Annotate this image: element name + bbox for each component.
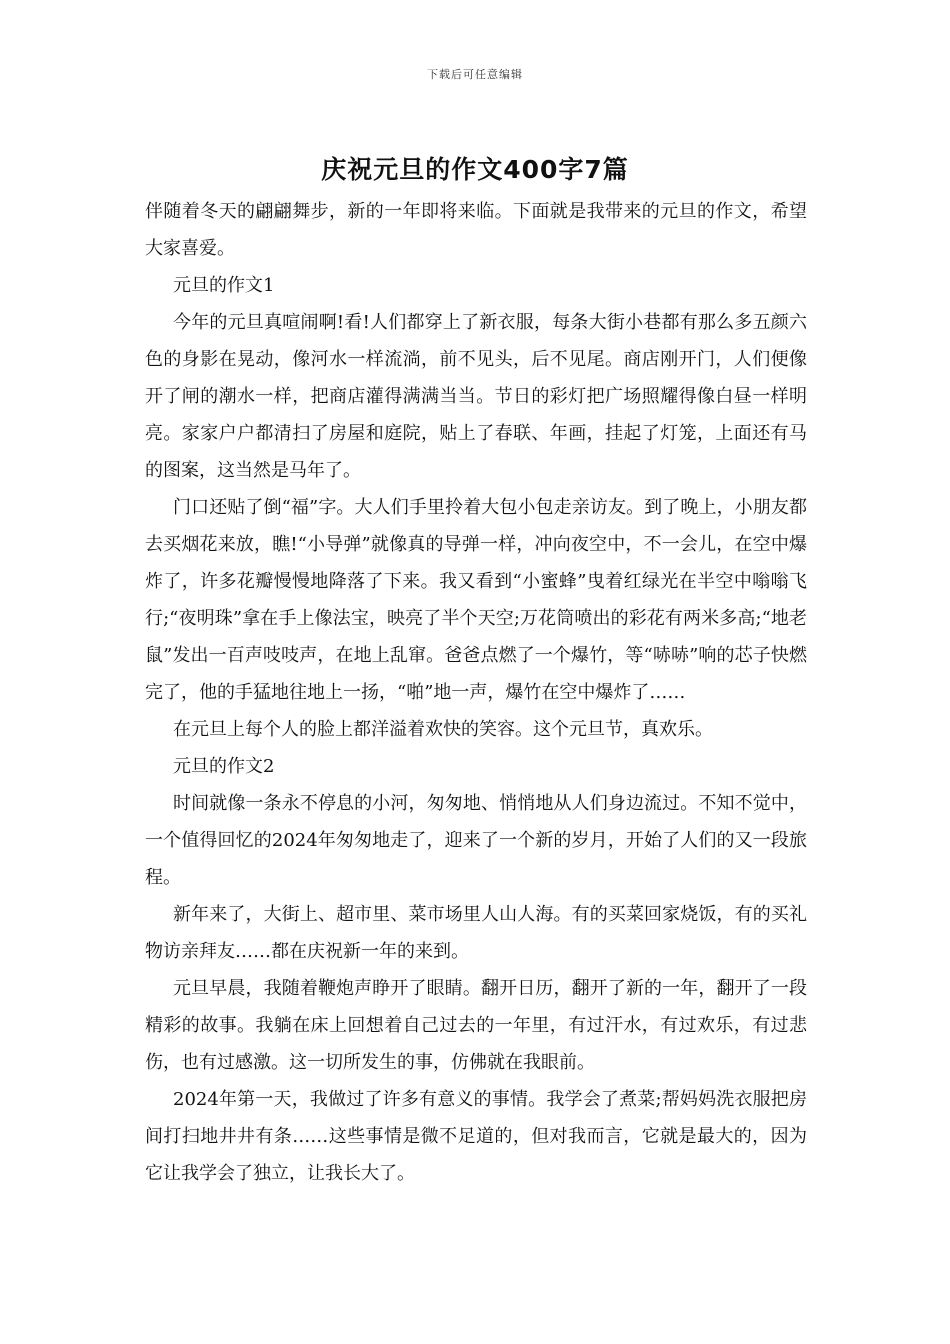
paragraph: 在元旦上每个人的脸上都洋溢着欢快的笑容。这个元旦节，真欢乐。	[173, 719, 713, 740]
intro-paragraph: 伴随着冬天的翩翩舞步，新的一年即将来临。下面就是我带来的元旦的作文，希望大家喜爱。	[145, 201, 807, 259]
document-body	[145, 193, 807, 1192]
paragraph: 门口还贴了倒“福”字。大人们手里拎着大包小包走亲访友。到了晚上，小朋友都去买烟花来放，瞧!“小导弹”就像真的导弹一样，冲向夜空中，不一会儿，在空中爆炸了，许多花瓣慢慢地降落了下来。我又看到“小蜜蜂”曳着红绿光在半空中嗡嗡飞行;“夜明珠”拿在手上像法宝，映亮了半个天空;万花筒喷出的彩花有两米多高;“地老鼠”发出一百声吱吱声，在地上乱窜。爸爸点燃了一个爆竹，等“哧哧”响的芯子快燃完了，他的手猛地往地上一扬，“啪”地一声，爆竹在空中爆炸了……	[145, 497, 807, 703]
paragraph: 2024年第一天，我做过了许多有意义的事情。我学会了煮菜;帮妈妈洗衣服把房间打扫地井井有条……这些事情是微不足道的，但对我而言，它就是最大的，因为它让我学会了独立，让我长大了。	[145, 1089, 807, 1184]
paragraph: 时间就像一条永不停息的小河，匆匆地、悄悄地从人们身边流过。不知不觉中，一个值得回忆的2024年匆匆地走了，迎来了一个新的岁月，开始了人们的又一段旅程。	[145, 793, 807, 888]
paragraph: 今年的元旦真喧闹啊!看!人们都穿上了新衣服，每条大街小巷都有那么多五颜六色的身影在晃动，像河水一样流淌，前不见头，后不见尾。商店刚开门，人们便像开了闸的潮水一样，把商店灌得满满当当。节日的彩灯把广场照耀得像白昼一样明亮。家家户户都清扫了房屋和庭院，贴上了春联、年画，挂起了灯笼，上面还有马的图案，这当然是马年了。	[145, 312, 807, 481]
paragraph: 元旦早晨，我随着鞭炮声睁开了眼睛。翻开日历，翻开了新的一年，翻开了一段精彩的故事。我躺在床上回想着自己过去的一年里，有过汗水，有过欢乐，有过悲伤，也有过感激。这一切所发生的事，仿佛就在我眼前。	[145, 978, 807, 1073]
document-title: 庆祝元旦的作文400字7篇	[321, 155, 629, 184]
section-heading-1: 元旦的作文1	[173, 275, 275, 296]
paragraph: 新年来了，大街上、超市里、菜市场里人山人海。有的买菜回家烧饭，有的买礼物访亲拜友……都在庆祝新一年的来到。	[145, 904, 807, 962]
page-header: 下载后可任意编辑	[427, 68, 523, 81]
section-heading-2: 元旦的作文2	[173, 756, 275, 777]
